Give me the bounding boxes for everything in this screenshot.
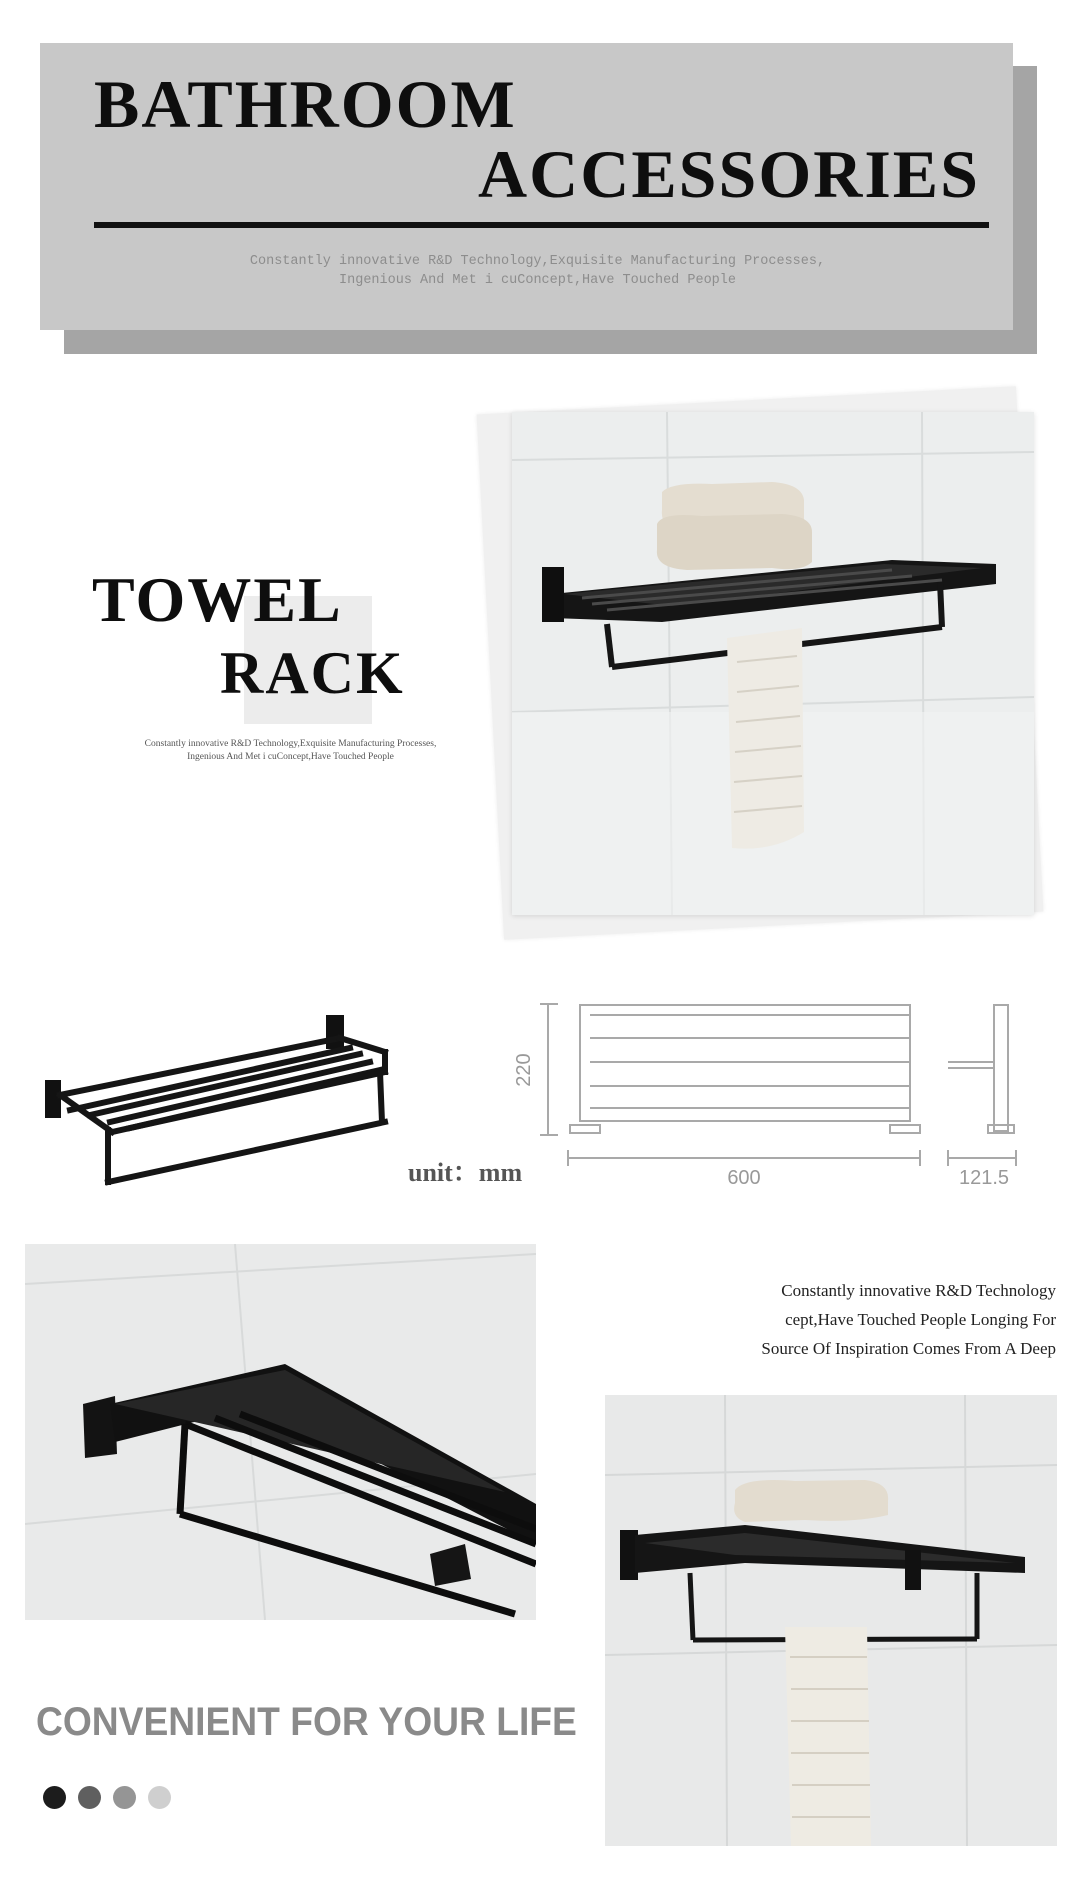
depth-dimension-label: 121.5 [958,1167,1010,1189]
banner-divider [94,222,989,228]
color-swatch [113,1786,136,1809]
color-swatch [78,1786,101,1809]
closeup-illustration [25,1244,536,1620]
width-dimension-label: 600 [727,1167,761,1189]
color-swatches [43,1786,171,1809]
towel-rack-photo [512,412,1034,915]
banner-subtitle-line1: Constantly innovative R&D Technology,Exquisite Manufacturing Processes, [249,254,826,269]
product-subtitle-line2: Ingenious And Met i cuConcept,Have Touched People [187,752,394,762]
closeup-photo [25,1244,536,1620]
product-title-line1: TOWEL [92,564,343,635]
product-title-line2: RACK [220,640,405,706]
banner-subtitle [200,252,875,290]
towel-rack-cutout-drawing [40,1010,440,1200]
feature-text-line1: Constantly innovative R&D Technology [781,1281,1056,1300]
towel-rack-illustration [512,412,1034,915]
dimension-drawing [500,990,1060,1200]
product-cutout [40,1010,440,1205]
feature-text-line2: cept,Have Touched People Longing For [785,1310,1056,1329]
feature-text [636,1276,1056,1363]
color-swatch [43,1786,66,1809]
feature-text-line3: Source Of Inspiration Comes From A Deep [761,1339,1056,1358]
banner-subtitle-line2: Ingenious And Met i cuConcept,Have Touched People [339,273,736,288]
dimension-diagram [500,990,1060,1205]
banner-title-line2: ACCESSORIES [478,136,980,212]
product-subtitle [108,738,473,764]
product-subtitle-line1: Constantly innovative R&D Technology,Exquisite Manufacturing Processes, [144,739,437,749]
installed-photo [605,1395,1057,1846]
height-dimension-label: 220 [513,1053,535,1087]
color-swatch [148,1786,171,1809]
slogan: CONVENIENT FOR YOUR LIFE [36,1700,577,1744]
unit-label: unit：mm [408,1158,523,1187]
installed-illustration [605,1395,1057,1846]
banner-title-line1: BATHROOM [94,66,517,142]
